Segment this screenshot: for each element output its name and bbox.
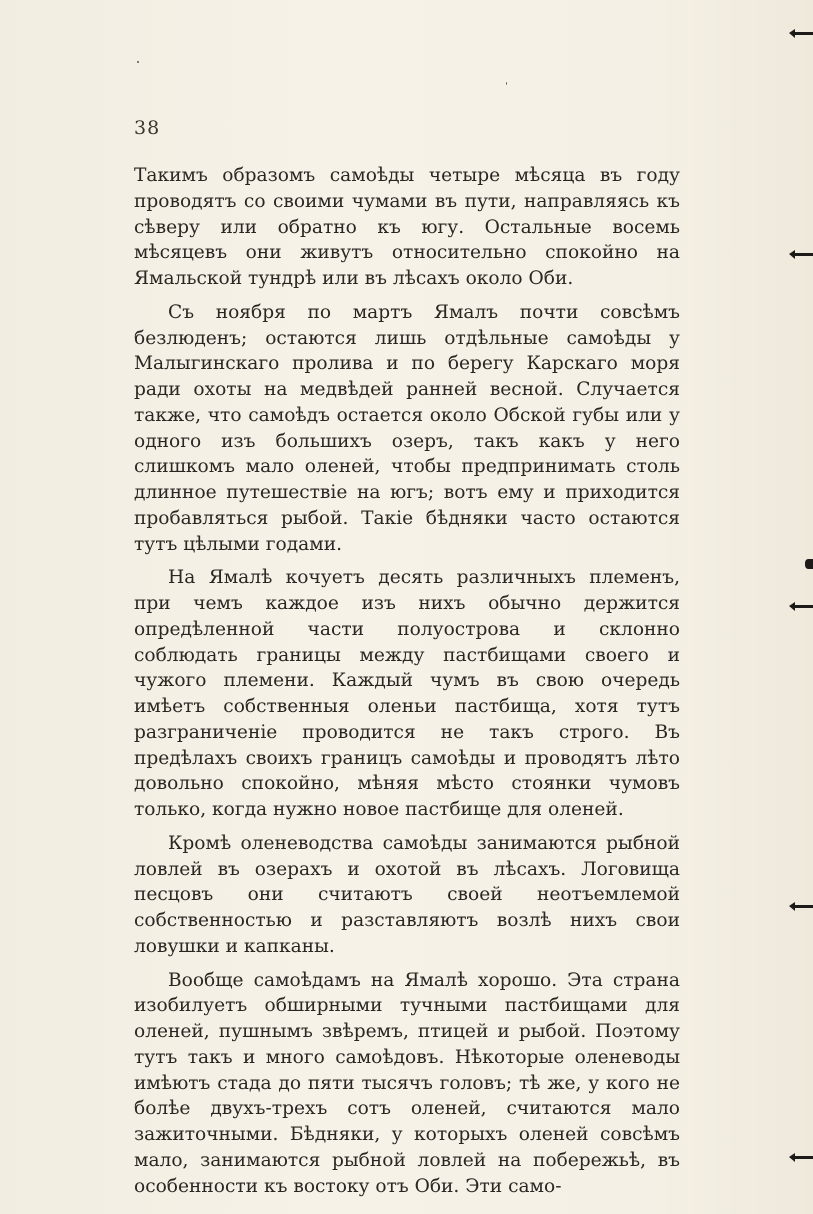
edge-tab-mark <box>795 905 813 908</box>
paragraph-2: Съ ноября по мартъ Ямалъ почти совсѣмъ безлюденъ; остаются лишь отдѣльные самоѣды у Малыгинскаго пролива и по берегу Карскаго моря ради охоты на медвѣдей ранней весной. Случается также, что самоѣдъ остается около Обской губы или у одного изъ большихъ озеръ, такъ какъ у него слишкомъ мало оленей, чтобы предпринимать столь длинное путешествіе на югъ; вотъ ему и приходится пробавляться рыбой. Такіе бѣдняки часто остаются тутъ цѣлыми годами. <box>134 301 680 555</box>
body-text <box>134 163 680 1207</box>
edge-tab-mark <box>795 253 813 256</box>
edge-tab-mark <box>795 605 813 608</box>
paper-speck <box>137 61 139 63</box>
paragraph-3: На Ямалѣ кочуетъ десять различныхъ племенъ, при чемъ каждое изъ нихъ обычно держится опредѣленной части полуострова и склонно соблюдать границы между пастбищами своего и чужого племени. Каждый чумъ въ свою очередь имѣетъ собственныя оленьи пастбища, хотя тутъ разграниченіе проводится не такъ строго. Въ предѣлахъ своихъ границъ самоѣды и проводятъ лѣто довольно спокойно, мѣняя мѣсто стоянки чумовъ только, когда нужно новое пастбище для оленей. <box>134 567 680 820</box>
paragraph-4: Кромѣ оленеводства самоѣды занимаются рыбной ловлей въ озерахъ и охотой въ лѣсахъ. Логовища песцовъ они считаютъ своей неотъемлемой собственностью и разставляютъ возлѣ нихъ свои ловушки и капканы. <box>134 832 680 957</box>
paragraph-5: Вообще самоѣдамъ на Ямалѣ хорошо. Эта страна изобилуетъ обширными тучными пастбищами для оленей, пушнымъ звѣремъ, птицей и рыбой. Поэтому тутъ такъ и много самоѣдовъ. Нѣкоторые оленеводы имѣютъ стада до пяти тысячъ головъ; тѣ же, у кого не болѣе двухъ-трехъ сотъ оленей, считаются мало зажиточными. Бѣдняки, у которыхъ оленей совсѣмъ мало, занимаются рыбной ловлей на побережьѣ, въ особенности къ востоку отъ Оби. Эти само- <box>134 969 680 1197</box>
edge-tab-mark <box>805 559 813 569</box>
paper-speck <box>506 82 507 85</box>
edge-tab-mark <box>795 1156 813 1159</box>
page-number: 38 <box>134 117 161 139</box>
paragraph-1: Такимъ образомъ самоѣды четыре мѣсяца въ году проводятъ со своими чумами въ пути, направляясь къ сѣверу или обратно къ югу. Остальные восемь мѣсяцевъ они живутъ относительно спокойно на Ямальской тундрѣ или въ лѣсахъ около Оби. <box>134 165 680 289</box>
edge-tab-mark <box>795 32 813 35</box>
